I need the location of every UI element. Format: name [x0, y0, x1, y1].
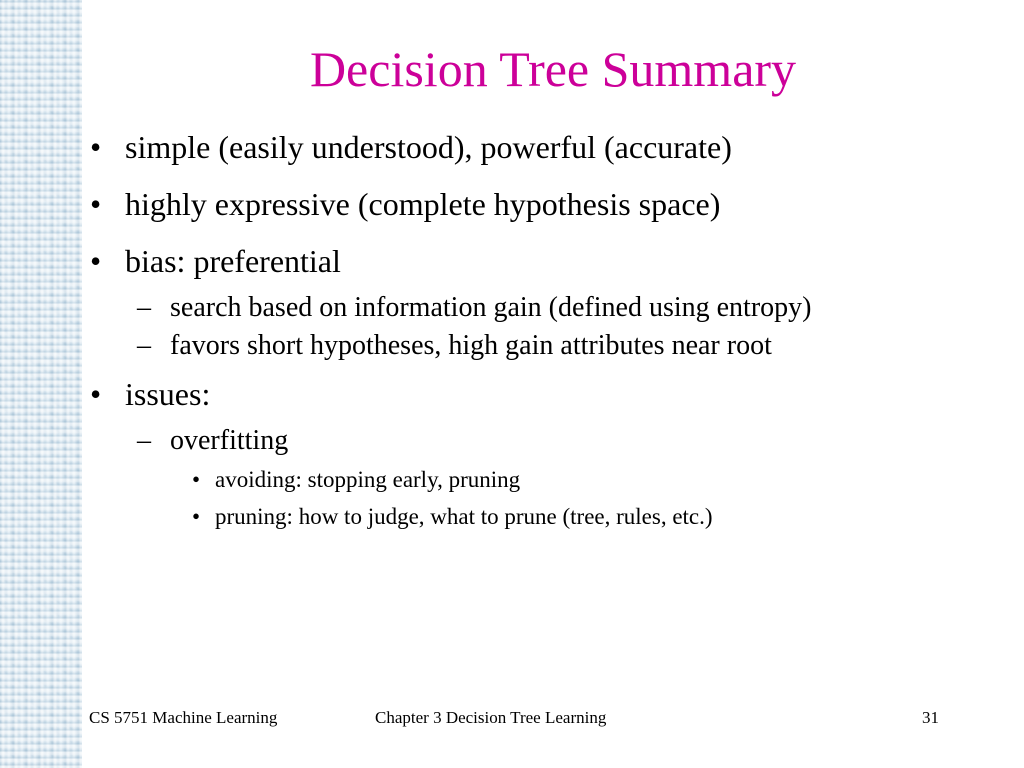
decorative-texture-strip — [0, 0, 82, 768]
footer-chapter: Chapter 3 Decision Tree Learning — [375, 708, 607, 727]
sub-bullet-item — [90, 423, 930, 459]
dash-marker: – — [137, 330, 151, 361]
bullet-item — [90, 128, 990, 166]
sub-bullet-text: search based on information gain (defined using entropy) — [170, 292, 812, 323]
bullet-marker: • — [90, 243, 102, 279]
bullet-text: highly expressive (complete hypothesis space) — [125, 186, 721, 222]
bullet-marker: • — [192, 467, 201, 492]
bullet-item — [90, 375, 990, 413]
slide-body — [90, 128, 990, 544]
sub-bullet-text: overfitting — [170, 425, 289, 456]
bullet-text: simple (easily understood), powerful (accurate) — [125, 129, 732, 165]
bullet-text: bias: preferential — [125, 243, 341, 279]
bullet-marker: • — [192, 504, 201, 529]
sub-sub-bullet-item — [90, 503, 990, 531]
sub-sub-bullet-text: avoiding: stopping early, pruning — [215, 467, 521, 492]
bullet-text: issues: — [125, 376, 211, 412]
dash-marker: – — [137, 292, 151, 323]
sub-sub-bullet-text: pruning: how to judge, what to prune (tree, rules, etc.) — [215, 504, 713, 529]
sub-bullet-item — [90, 290, 930, 326]
footer-course: CS 5751 Machine Learning — [89, 708, 278, 727]
bullet-marker: • — [90, 129, 102, 165]
sub-bullet-item — [90, 328, 930, 364]
bullet-marker: • — [90, 376, 102, 412]
slide-title: Decision Tree Summary — [309, 41, 797, 97]
dash-marker: – — [137, 425, 151, 456]
bullet-marker: • — [90, 186, 102, 222]
sub-sub-bullet-item — [90, 466, 990, 494]
bullet-item — [90, 185, 990, 223]
footer-page-number: 31 — [922, 708, 939, 727]
sub-bullet-text: favors short hypotheses, high gain attributes near root — [170, 330, 772, 361]
bullet-item — [90, 242, 990, 280]
